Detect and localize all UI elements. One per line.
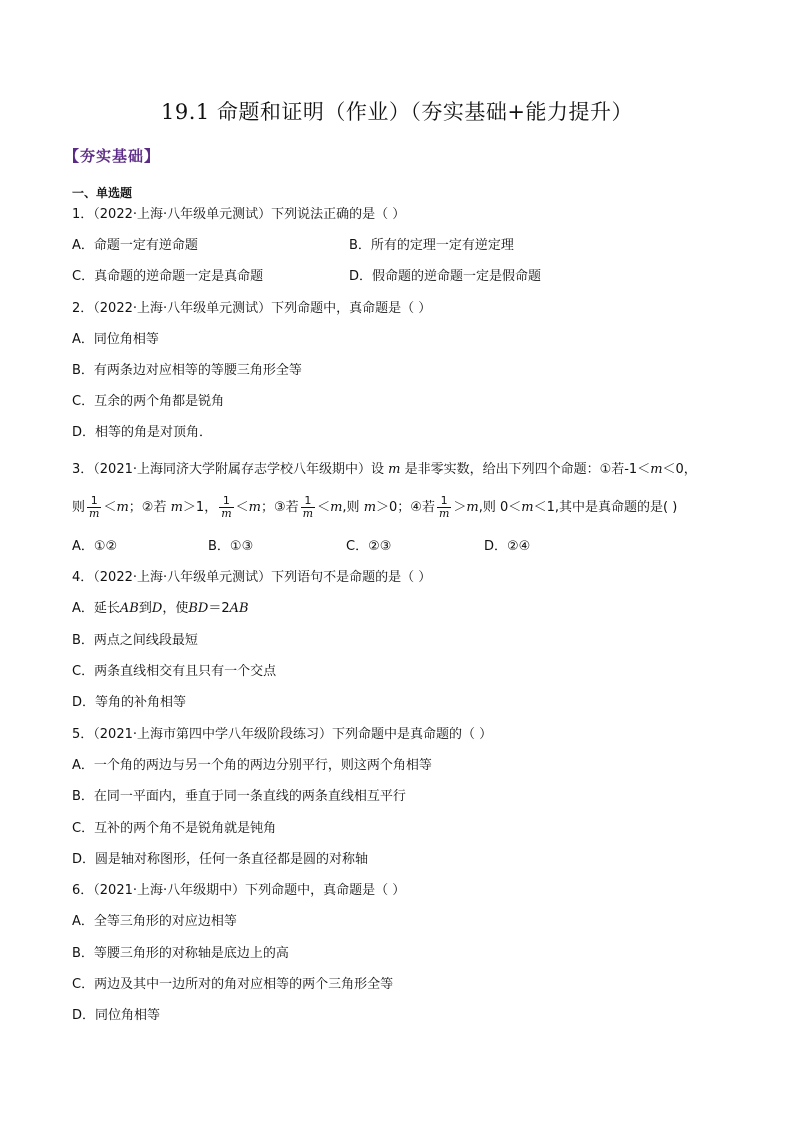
question-6-option-b: B．等腰三角形的对称轴是底边上的高 — [72, 946, 289, 961]
fraction-1-over-m: $\frac{1}{m}$ — [302, 494, 314, 520]
question-4-option-c: C．两条直线相交有且只有一个交点 — [72, 664, 277, 679]
question-4-option-a: A．延长AB到D，使BD＝2AB — [72, 601, 249, 616]
question-2-stem: 2．（2022·上海·八年级单元测试）下列命题中，真命题是（ ） — [72, 301, 432, 316]
q3-stem-part: 3．（2021·上海同济大学附属存志学校八年级期中）设 — [72, 462, 389, 477]
question-5-stem: 5．（2021·上海市第四中学八年级阶段练习）下列命题中是真命题的（ ） — [72, 727, 493, 742]
question-3-option-b: B．①③ — [208, 539, 254, 554]
q3-var-m: m — [388, 462, 401, 477]
question-5-option-b: B．在同一平面内，垂直于同一条直线的两条直线相互平行 — [72, 789, 406, 804]
q3-stem-part: ＜0， — [662, 462, 697, 477]
question-5-option-d: D．圆是轴对称图形，任何一条直径都是圆的对称轴 — [72, 852, 369, 867]
question-2-option-b: B．有两条边对应相等的等腰三角形全等 — [72, 363, 302, 378]
fraction-1-over-m: $\frac{1}{m}$ — [221, 494, 232, 520]
question-3-option-d: D．②④ — [484, 539, 531, 554]
q3-text: 则 — [72, 500, 86, 515]
question-1-option-c: C．真命题的逆命题一定是真命题 — [72, 269, 264, 284]
q3-stem-part: 是非零实数，给出下列四个命题：①若-1＜ — [400, 462, 651, 477]
question-2-option-d: D．相等的角是对顶角． — [72, 425, 213, 440]
question-4-option-d: D．等角的补角相等 — [72, 695, 187, 710]
question-1-stem: 1．（2022·上海·八年级单元测试）下列说法正确的是（ ） — [72, 207, 406, 222]
question-5-option-a: A．一个角的两边与另一个角的两边分别平行，则这两个角相等 — [72, 758, 432, 773]
question-2-option-a: A．同位角相等 — [72, 332, 159, 347]
question-4-option-b: B．两点之间线段最短 — [72, 633, 198, 648]
question-1-option-d: D．假命题的逆命题一定是假命题 — [349, 269, 542, 284]
question-6-option-c: C．两边及其中一边所对的角对应相等的两个三角形全等 — [72, 977, 394, 992]
question-4-stem: 4．（2022·上海·八年级单元测试）下列语句不是命题的是（ ） — [72, 570, 432, 585]
fraction-1-over-m: $\frac{1}{m}$ — [438, 494, 450, 520]
q3-var-m: m — [650, 462, 663, 477]
question-6-option-d: D．同位角相等 — [72, 1008, 161, 1023]
question-3-conditions: 则 $\frac{1}{m}$ ＜m；②若 m＞1， $\frac{1}{m}$ ＜m；③若 $\frac{1}{m}$ ＜m,则 m＞0；④若 $\frac{1}{m}$ ＞m,则 0＜m＜1,其中是真命题的是( ) — [72, 494, 678, 520]
question-3-option-a: A．①② — [72, 539, 118, 554]
question-1-option-a: A．命题一定有逆命题 — [72, 238, 198, 253]
part-heading: 一、单选题 — [72, 186, 133, 200]
fraction-1-over-m: $\frac{1}{m}$ — [89, 494, 100, 520]
question-3-stem — [72, 461, 697, 479]
question-6-option-a: A．全等三角形的对应边相等 — [72, 914, 237, 929]
question-1-option-b: B．所有的定理一定有逆定理 — [349, 238, 514, 253]
question-3-option-c: C．②③ — [346, 539, 392, 554]
question-5-option-c: C．互补的两个角不是锐角就是钝角 — [72, 821, 277, 836]
page-title: 19.1 命题和证明（作业）（夯实基础+能力提升） — [160, 100, 634, 124]
question-6-stem: 6．（2021·上海·八年级期中）下列命题中，真命题是（ ） — [72, 883, 406, 898]
question-2-option-c: C．互余的两个角都是锐角 — [72, 394, 225, 409]
section-heading: 【夯实基础】 — [64, 147, 161, 165]
